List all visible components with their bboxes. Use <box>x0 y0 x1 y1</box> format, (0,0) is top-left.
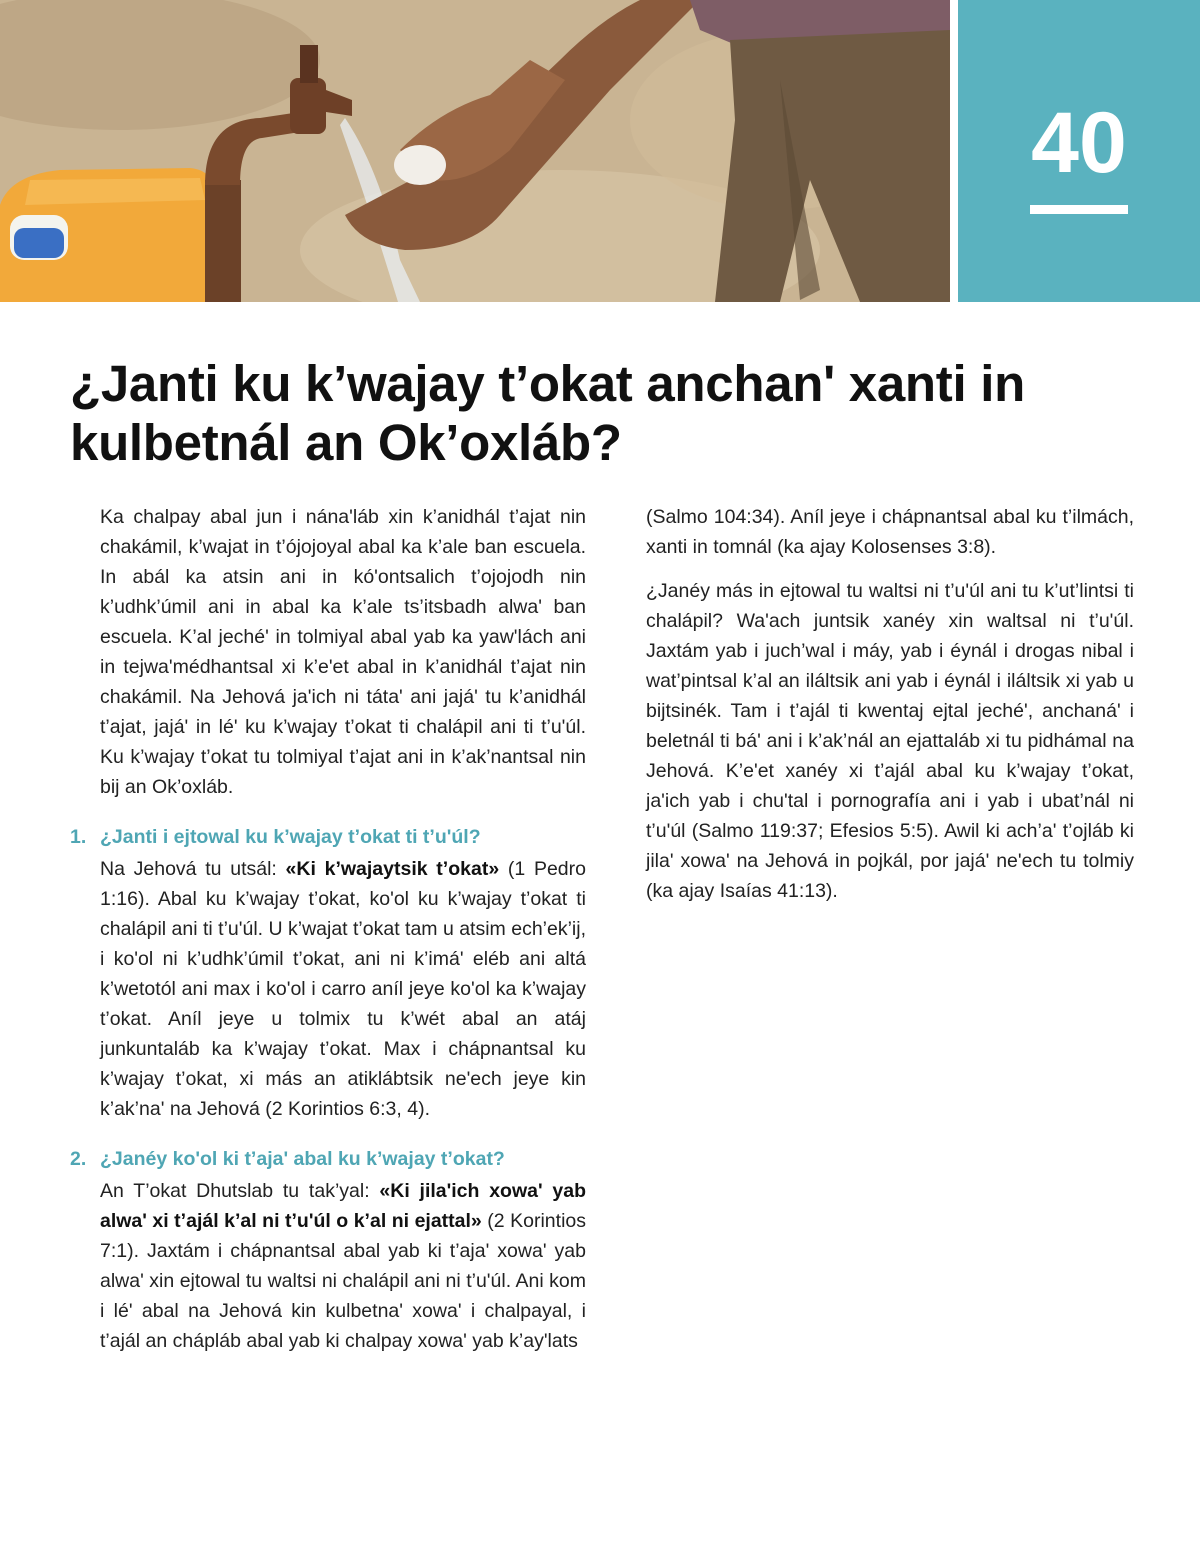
handwashing-illustration <box>0 0 950 302</box>
lesson-number-panel <box>958 0 1200 302</box>
scripture-quote: «Ki jila'ich xowa' yab alwa' xi t’ajál k’al ni t’u'úl o k’al ni ejattal» <box>100 1180 586 1232</box>
soap-bar <box>394 145 446 185</box>
water-pipe <box>205 180 241 302</box>
answer-text: (1 Pedro 1:16). Abal ku k’wajay t’okat, ko'ol ku k’wajay t’okat ti chalápil ani ti t’u'úl. U k’wajat t’okat tam u atsim ech’ek’ij, i ko'ol ni k’udhk’úmil t’okat, ani ni k’imá' eléb ani altá k’wetotól ani max i ko'ol i carro aníl jeye ko'ol ka k’wajay t’okat. Aníl jeye u tolmix tu k’wét abal an atáj junkuntaláb ka k’wajay t’okat. Max i chápnantsal ku k’wajay t’okat, xi más an atiklábtsik ne'ech jeye kin k’ak’na' na Jehová (2 Korintios 6:3, 4). <box>100 858 587 1120</box>
answer-lead: Na Jehová tu utsál: <box>100 858 286 880</box>
right-column <box>646 502 1134 906</box>
jerrycan-cap-ring <box>14 228 64 258</box>
question-heading-1 <box>70 822 586 852</box>
answer-paragraph-2 <box>100 1176 586 1356</box>
left-column <box>70 502 587 1356</box>
page-title: ¿Janti ku k’wajay t’okat anchan' xanti in kulbetnál an Ok’oxláb? <box>70 355 1025 471</box>
question-number: 1. <box>70 826 87 848</box>
intro-paragraph: Ka chalpay abal jun i nána'láb xin k’anidhál t’ajat nin chakámil, k’wajat in t’ójojoyal abal ka k’ale ban escuela. In abál ka atsin ani in kó'ontsalich t’ojojodh nin k’udhk’úmil ani in abal ka k’ale ts’itsbadh alwa' ban escuela. K’al jeché' in tolmiyal abal yab ka yaw'lách ani in tejwa'médhantsal xi k’e'et abal in k’anidhál t’ajat nin chakámil. Na Jehová ja'ich ni táta' ani jajá' tu k’anidhál t’ajat, jajá' in lé' ku k’wajay t’okat ti chalápil ani ti t’u'úl. Ku k’wajay t’okat tu tolmiyal t’ajat ani in k’ak’nantsal nin bij an Ok’oxláb. <box>100 506 586 798</box>
hero-photo-handwashing <box>0 0 950 302</box>
answer-paragraph-3: ¿Janéy más in ejtowal tu waltsi ni t’u'úl ani tu k’ut’lintsi ti chalápil? Wa'ach juntsik xanéy xin waltsal ni t’u'úl. Jaxtám yab i juch’wal i máy, yab i éynál i drogas nibal i wat’pintsal k’al an iláltsik ani yab i éynál i iláltsik xi yab u bijtsinék. Tam i t’ajál ti kwentaj ejtal jeché', anchaná' i beletnál ti bá' ani i k’ak’nál an ejattaláb xi tu pidhámal na Jehová. K’e'et xanéy xi t’ajál abal ku k’wajay t’okat, ja'ich yab i chu'tal i pornografía ani i yab i ubat’nál ni t’u'úl (Salmo 119:37; Efesios 5:5). Awil ki ach’a' t’ojláb ki jila' xowa' na Jehová in pojkál, por jajá' ne'ech tu tolmiy (ka ajay Isaías 41:13). <box>646 580 1134 902</box>
question-number: 2. <box>70 1148 87 1170</box>
answer-paragraph-1 <box>100 854 586 1124</box>
answer-lead: An T’okat Dhutslab tu tak’yal: <box>100 1180 380 1202</box>
lesson-number-underline <box>1030 205 1128 214</box>
answer-text: (2 Korintios 7:1). Jaxtám i chápnantsal abal yab ki t’aja' xowa' yab alwa' xin ejtowal tu waltsi ni chalápil ani ni t’u'úl. Ani kom i lé' abal na Jehová kin kulbetna' xowa' i chalpayal, i t’ajál an chápláb abal yab ki chalpay xowa' yab k’ay'lats <box>100 1210 586 1352</box>
question-text: ¿Janti i ejtowal ku k’wajay t’okat ti t’u'úl? <box>100 826 481 848</box>
lesson-number: 40 <box>1031 95 1127 191</box>
answer-paragraph-2-continued: (Salmo 104:34). Aníl jeye i chápnantsal abal ku t’ilmách, xanti in tomnál (ka ajay Kolosenses 3:8). <box>646 506 1134 558</box>
scripture-quote: «Ki k’wajaytsik t’okat» <box>285 858 500 880</box>
question-text: ¿Janéy ko'ol ki t’aja' abal ku k’wajay t’okat? <box>100 1148 505 1170</box>
tap-handle <box>300 45 318 83</box>
question-heading-2 <box>70 1144 586 1174</box>
